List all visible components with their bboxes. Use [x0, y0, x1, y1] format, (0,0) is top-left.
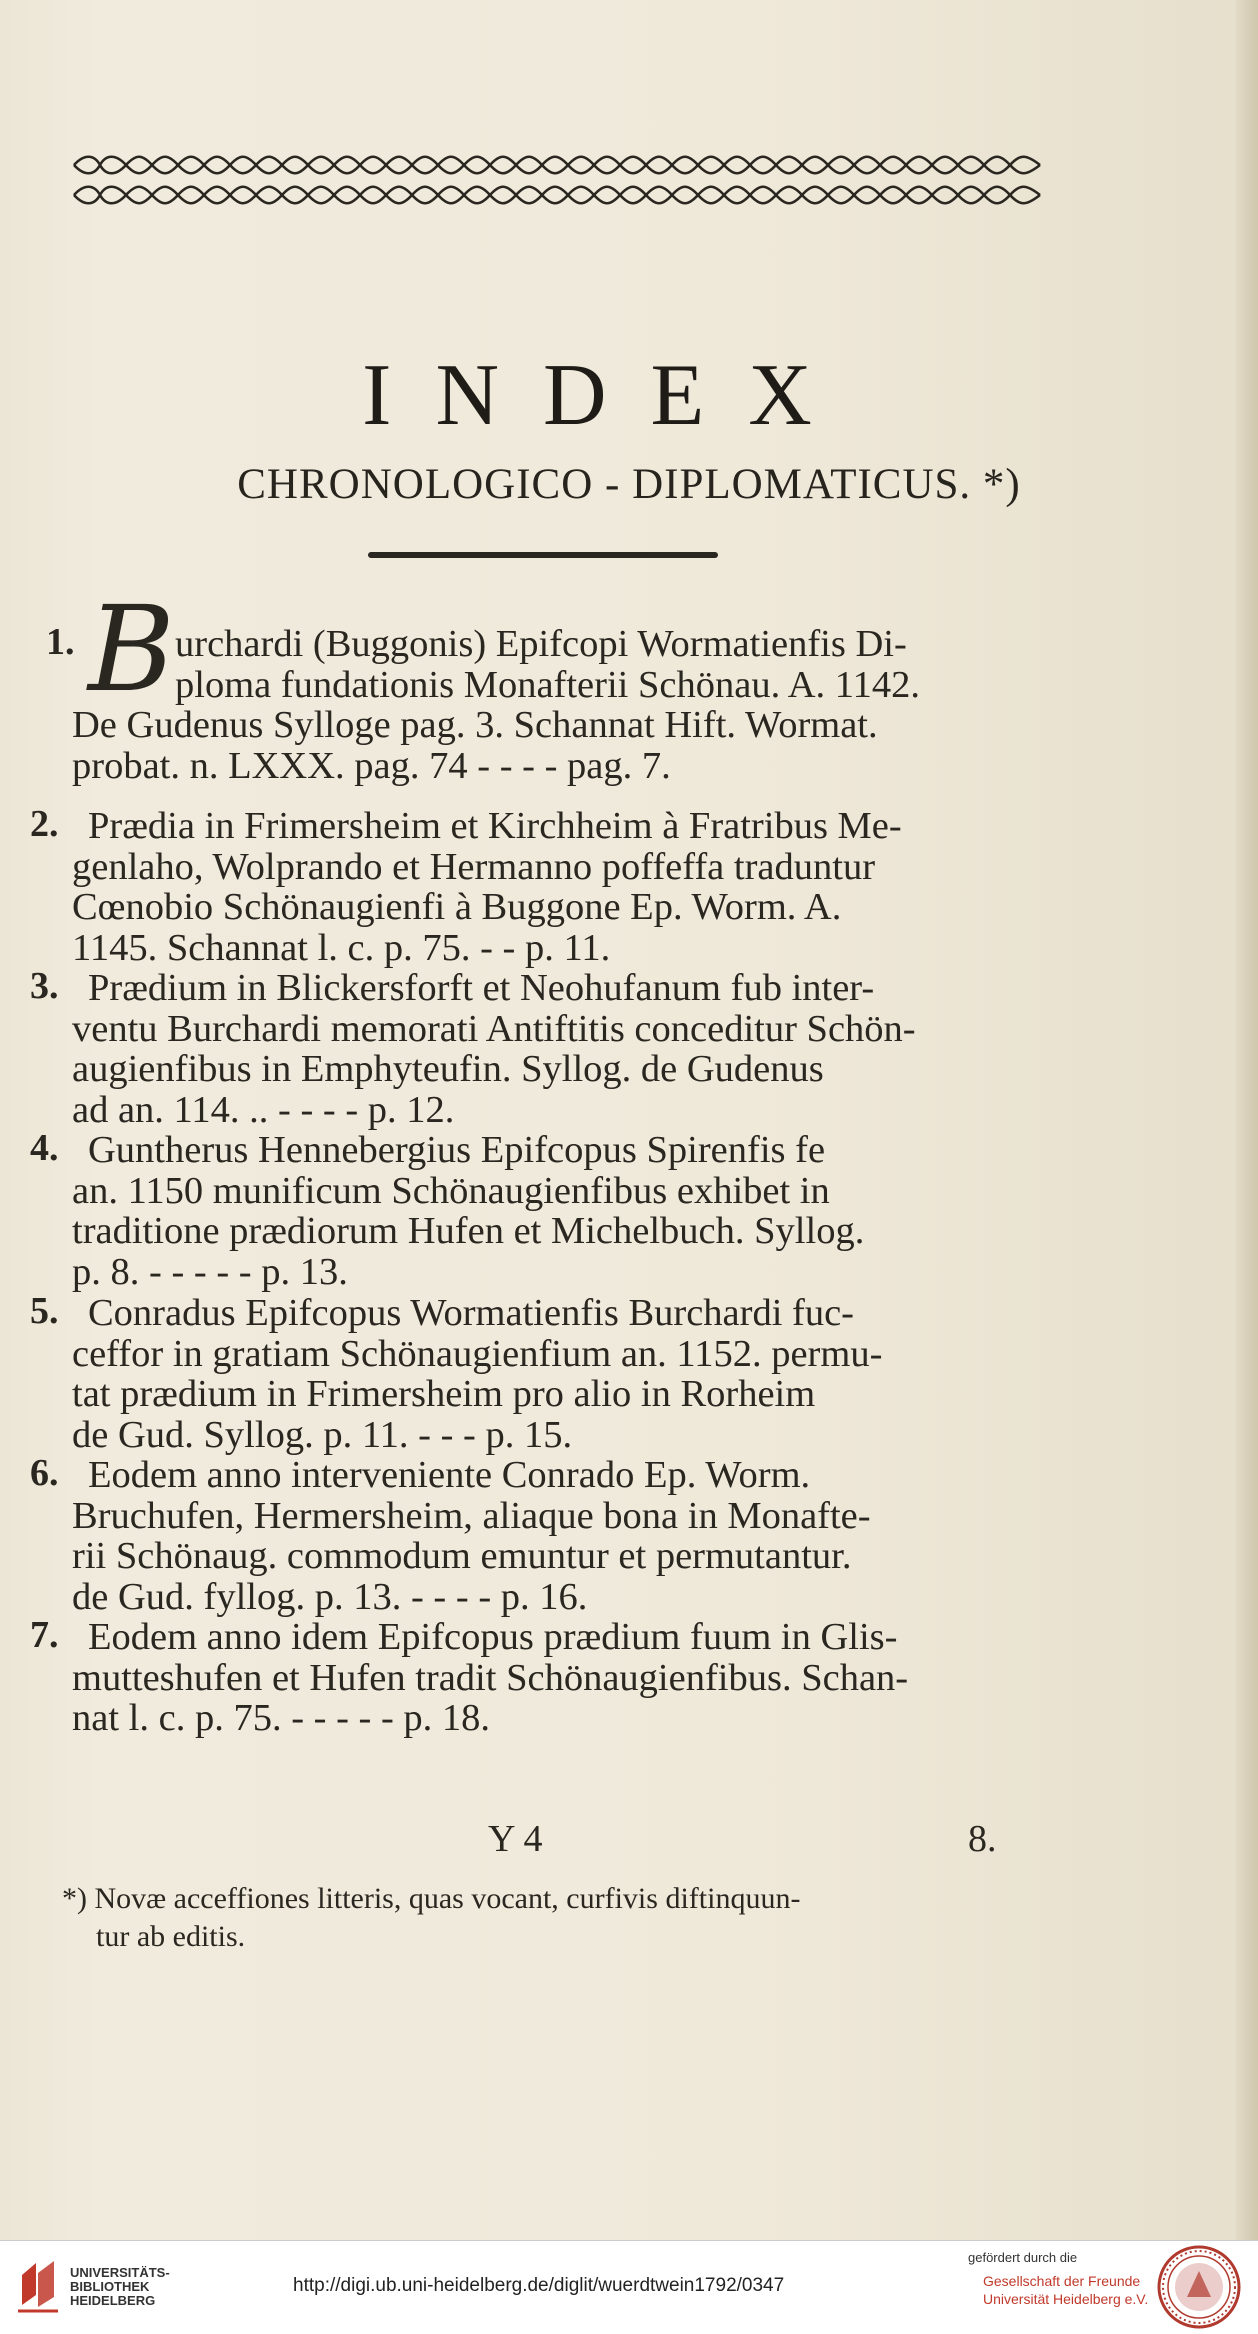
entry-number: 5. [30, 1290, 59, 1332]
ornament-border-bottom [70, 182, 1045, 208]
entry-line: Prædia in Frimersheim et Kirchheim à Fratribus Me- [88, 805, 902, 847]
entry-line: de Gud. Syllog. p. 11. - - - p. 15. [72, 1413, 573, 1456]
entry-line: traditione prædiorum Hufen et Michelbuch. Syllog. [72, 1210, 865, 1252]
entry-line: ceffor in gratiam Schönaugienfium an. 1152. permu- [72, 1332, 883, 1375]
entry-line: ad an. 114. .. - - - - p. 12. [72, 1088, 455, 1131]
footnote-line-1: *) Novæ acceffiones litteris, quas vocant, curfivis diftinquun- [62, 1882, 801, 1915]
entry-line: Cœnobio Schönaugienfi à Buggone Ep. Worm. A. [72, 886, 842, 928]
catchword: 8. [968, 1818, 997, 1860]
university-seal-icon [1157, 2245, 1241, 2329]
sponsor-label: gefördert durch die [968, 2250, 1078, 2265]
entry-number: 3. [30, 965, 59, 1007]
entry-line: Eodem anno idem Epifcopus prædium fuum in Glis- [88, 1616, 898, 1658]
entry-line: tat prædium in Frimersheim pro alio in Rorheim [72, 1373, 816, 1415]
entry-number: 7. [30, 1614, 59, 1656]
page-edge [1236, 0, 1258, 2240]
entry-line: de Gud. fyllog. p. 13. - - - - p. 16. [72, 1575, 588, 1618]
entry-line: 1145. Schannat l. c. p. 75. - - p. 11. [72, 926, 611, 969]
entry-line: probat. n. LXXX. pag. 74 - - - - pag. 7. [72, 744, 671, 787]
entry-line: ploma fundationis Monafterii Schönau. A. 1142. [175, 663, 920, 706]
entry-line: ventu Burchardi memorati Antiftitis conceditur Schön- [72, 1007, 916, 1050]
entry-line: mutteshufen et Hufen tradit Schönaugienfibus. Schan- [72, 1656, 909, 1699]
title-rule [368, 552, 718, 558]
entry-number: 2. [30, 803, 59, 845]
entry-line: Guntherus Hennebergius Epifcopus Spirenfis fe [88, 1129, 826, 1171]
ub-heidelberg-logo-icon [14, 2255, 64, 2315]
page-title [0, 345, 1258, 446]
signature-mark: Y 4 [488, 1818, 543, 1860]
entry-line: Conradus Epifcopus Wormatienfis Burchardi fuc- [88, 1292, 854, 1334]
page-subtitle: CHRONOLOGICO - DIPLOMATICUS. *) [237, 461, 1021, 508]
drop-cap: B [88, 580, 175, 718]
entry-number: 6. [30, 1452, 59, 1494]
entry-number: 1. [46, 621, 75, 663]
entry-line: Prædium in Blickersforft et Neohufanum fub inter- [88, 967, 875, 1009]
title-text: INDEX [362, 347, 856, 444]
library-name: UNIVERSITÄTS- BIBLIOTHEK HEIDELBERG [70, 2265, 170, 2308]
entry-line: genlaho, Wolprando et Hermanno poffeffa traduntur [72, 845, 876, 888]
entry-number: 4. [30, 1127, 59, 1169]
entry-line: Bruchufen, Hermersheim, aliaque bona in Monafte- [72, 1494, 871, 1537]
entry-line: augienfibus in Emphyteufin. Syllog. de Gudenus [72, 1048, 824, 1090]
entry-line: nat l. c. p. 75. - - - - - p. 18. [72, 1697, 491, 1739]
entry-line: urchardi (Buggonis) Epifcopi Wormatienfis Di- [175, 623, 907, 665]
entry-line: an. 1150 munificum Schönaugienfibus exhibet in [72, 1169, 830, 1212]
entry-line: De Gudenus Sylloge pag. 3. Schannat Hift. Wormat. [72, 704, 878, 746]
entry-line: p. 8. - - - - - p. 13. [72, 1250, 348, 1293]
source-url-link[interactable]: http://digi.ub.uni-heidelberg.de/diglit/wuerdtwein1792/0347 [293, 2275, 785, 2296]
ornament-border-top [70, 152, 1045, 178]
entry-line: Eodem anno interveniente Conrado Ep. Worm. [88, 1454, 811, 1496]
footnote-line-2: tur ab editis. [96, 1920, 246, 1953]
entry-line: rii Schönaug. commodum emuntur et permutantur. [72, 1535, 852, 1577]
sponsor-name: Gesellschaft der Freunde Universität Heidelberg e.V. [983, 2273, 1149, 2307]
